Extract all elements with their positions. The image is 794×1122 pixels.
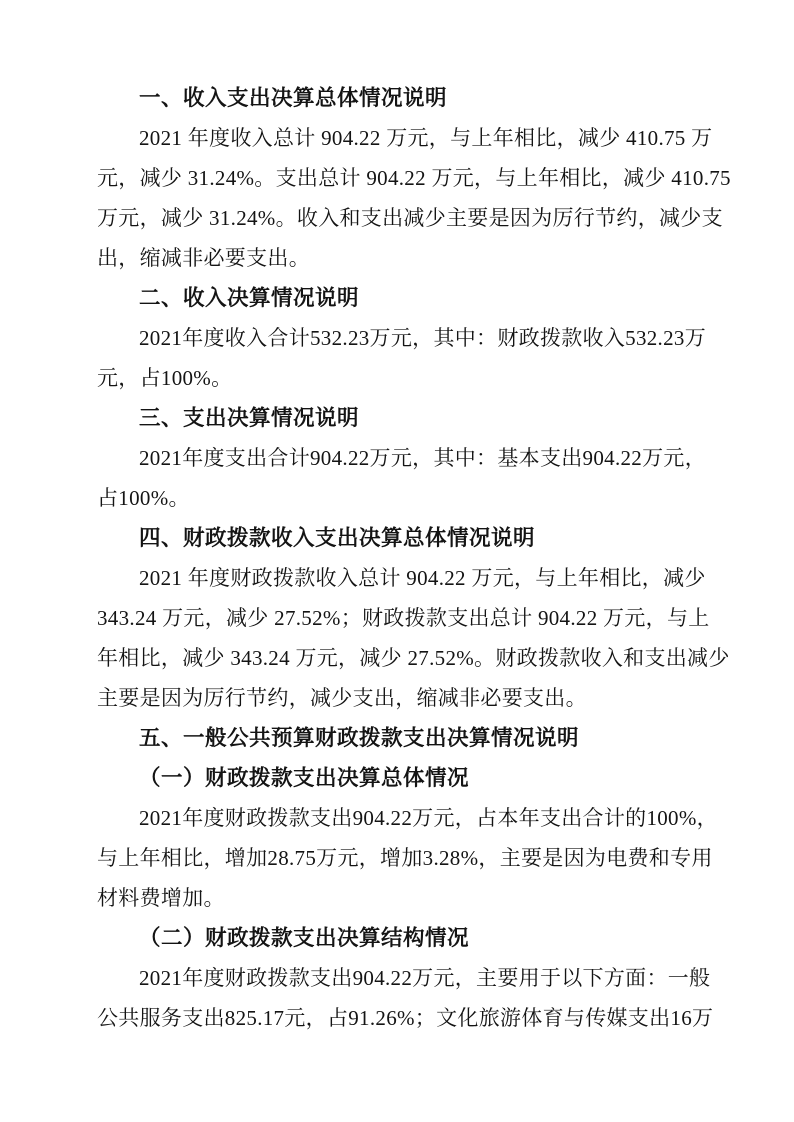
section-3-heading: 三、支出决算情况说明 xyxy=(139,406,360,430)
section-1-paragraph-line-1: 2021 年度收入总计 904.22 万元，与上年相比，减少 410.75 万 xyxy=(139,126,713,150)
document-body xyxy=(97,78,731,1038)
section-4-paragraph-line-4: 主要是因为厉行节约，减少支出，缩减非必要支出。 xyxy=(97,686,587,710)
section-5-2-paragraph-line-1: 2021年度财政拨款支出904.22万元，主要用于以下方面：一般 xyxy=(139,966,711,990)
section-2-heading: 二、收入决算情况说明 xyxy=(139,286,360,310)
section-5-1-paragraph-line-3: 材料费增加。 xyxy=(97,886,225,910)
section-4-heading: 四、财政拨款收入支出决算总体情况说明 xyxy=(139,526,536,550)
section-4-paragraph-line-1: 2021 年度财政拨款收入总计 904.22 万元，与上年相比，减少 xyxy=(139,566,706,590)
section-2-paragraph-line-2: 元，占100%。 xyxy=(97,366,233,390)
section-5-1-subheading: （一）财政拨款支出决算总体情况 xyxy=(139,766,470,790)
section-1-heading: 一、收入支出决算总体情况说明 xyxy=(139,86,448,110)
section-5-2-subheading: （二）财政拨款支出决算结构情况 xyxy=(139,926,470,950)
section-5-1-paragraph-line-1: 2021年度财政拨款支出904.22万元，占本年支出合计的100%， xyxy=(139,806,718,830)
section-3-paragraph-line-1: 2021年度支出合计904.22万元，其中：基本支出904.22万元， xyxy=(139,446,706,470)
section-1-paragraph-line-2: 元，减少 31.24%。支出总计 904.22 万元，与上年相比，减少 410.75 xyxy=(97,166,731,190)
section-1-paragraph-line-4: 出，缩减非必要支出。 xyxy=(97,246,310,270)
section-5-1-paragraph-line-2: 与上年相比，增加28.75万元，增加3.28%，主要是因为电费和专用 xyxy=(97,846,713,870)
section-5-2-paragraph-line-2: 公共服务支出825.17元，占91.26%；文化旅游体育与传媒支出16万 xyxy=(97,1006,714,1030)
section-5-heading: 五、一般公共预算财政拨款支出决算情况说明 xyxy=(139,726,580,750)
section-1-paragraph-line-3: 万元，减少 31.24%。收入和支出减少主要是因为厉行节约，减少支 xyxy=(97,206,723,230)
section-3-paragraph-line-2: 占100%。 xyxy=(97,486,190,510)
section-4-paragraph-line-3: 年相比，减少 343.24 万元，减少 27.52%。财政拨款收入和支出减少 xyxy=(97,646,730,670)
section-4-paragraph-line-2: 343.24 万元，减少 27.52%；财政拨款支出总计 904.22 万元，与上 xyxy=(97,606,710,630)
section-2-paragraph-line-1: 2021年度收入合计532.23万元，其中：财政拨款收入532.23万 xyxy=(139,326,706,350)
